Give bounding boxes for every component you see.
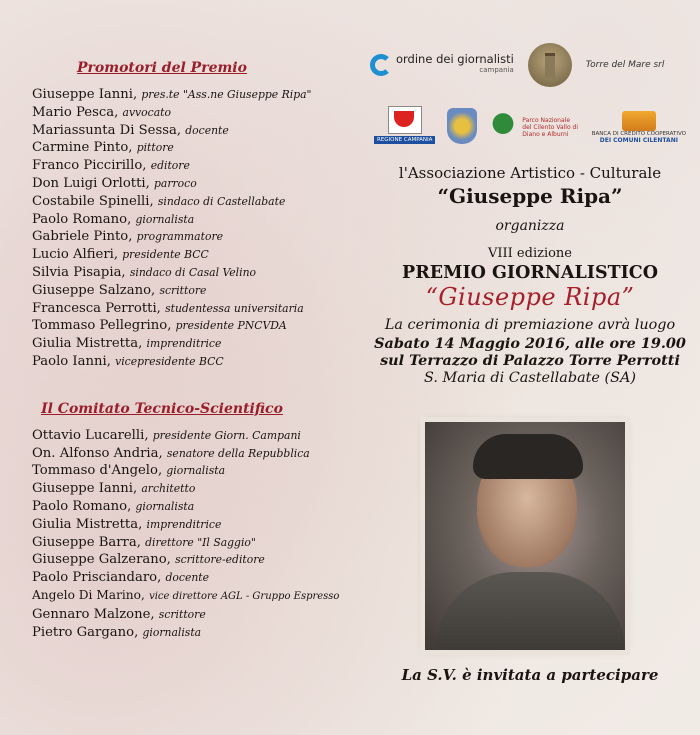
association-name: “Giuseppe Ripa” xyxy=(437,184,623,208)
comitato-list xyxy=(32,427,342,642)
ceremony-line: La cerimonia di premiazione avrà luogo xyxy=(384,317,676,333)
premio-name: “Giuseppe Ripa” xyxy=(425,283,635,311)
left-column xyxy=(32,60,342,641)
member-name: Giuseppe Galzerano, xyxy=(32,552,171,568)
list-item xyxy=(32,104,342,122)
list-item xyxy=(32,624,342,642)
member-role: studentessa universitaria xyxy=(165,301,304,315)
bcc-small-label: BANCA DI CREDITO COOPERATIVO xyxy=(591,131,686,137)
member-name: Paolo Romano, xyxy=(32,211,132,227)
member-name: Silvia Pisapia, xyxy=(32,264,126,280)
sponsor-logos-bottom xyxy=(370,102,690,144)
parco-plant-icon xyxy=(488,110,518,144)
regione-logo xyxy=(374,106,435,144)
edition-label: VIII edizione xyxy=(488,246,572,261)
member-role: docente xyxy=(185,123,229,137)
member-name: Carmine Pinto, xyxy=(32,140,133,156)
list-item xyxy=(32,335,342,353)
list-item xyxy=(32,122,342,140)
member-role: giornalista xyxy=(166,464,226,478)
list-item xyxy=(32,193,342,211)
premio-title: PREMIO GIORNALISTICO xyxy=(402,263,658,283)
association-line: l'Associazione Artistico - Culturale xyxy=(398,164,662,182)
list-item xyxy=(32,157,342,175)
comune-logo xyxy=(447,108,477,144)
regione-shield-icon xyxy=(388,106,422,134)
member-role: imprenditrice xyxy=(146,337,222,351)
odg-name: ordine dei giornalisti xyxy=(396,52,514,66)
list-item xyxy=(32,175,342,193)
member-role: programmatore xyxy=(136,230,223,244)
member-name: On. Alfonso Andria, xyxy=(32,445,163,461)
member-name: Giuseppe Ianni, xyxy=(32,481,138,497)
member-name: Giulia Mistretta, xyxy=(32,336,143,352)
bcc-logo xyxy=(592,111,686,144)
member-name: Gennaro Malzone, xyxy=(32,606,155,622)
member-name: Tommaso Pellegrino, xyxy=(32,318,172,334)
member-name: Paolo Romano, xyxy=(32,498,132,514)
list-item xyxy=(32,300,342,318)
member-name: Mariassunta Di Sessa, xyxy=(32,122,182,138)
coat-of-arms-icon xyxy=(447,108,477,144)
member-role: direttore "Il Saggio" xyxy=(145,535,256,549)
list-item xyxy=(32,516,342,534)
list-item xyxy=(32,264,342,282)
torre-logo-text: Torre del Mare srl xyxy=(585,60,665,70)
member-role: presidente BCC xyxy=(122,248,209,262)
member-name: Giuseppe Salzano, xyxy=(32,282,156,298)
list-item xyxy=(32,228,342,246)
regione-label: REGIONE CAMPANIA xyxy=(374,136,435,144)
member-role: giornalista xyxy=(135,499,195,513)
invitation-text: La S.V. è invitata a partecipare xyxy=(401,666,659,684)
member-name: Lucio Alfieri, xyxy=(32,247,119,263)
list-item xyxy=(32,551,342,569)
list-item xyxy=(32,498,342,516)
member-role: vicepresidente BCC xyxy=(115,354,224,368)
list-item xyxy=(32,587,342,606)
member-role: scrittore xyxy=(158,607,206,621)
member-name: Don Luigi Orlotti, xyxy=(32,175,150,191)
list-item xyxy=(32,606,342,624)
right-column xyxy=(370,40,690,387)
list-item xyxy=(32,462,342,480)
odg-logo xyxy=(370,54,514,76)
bcc-name: DEI COMUNI CILENTANI xyxy=(599,137,678,144)
ceremony-details xyxy=(370,317,690,387)
list-item xyxy=(32,569,342,587)
member-role: parroco xyxy=(154,176,197,190)
member-role: editore xyxy=(150,159,190,173)
list-item xyxy=(32,427,342,445)
member-name: Franco Piccirillo, xyxy=(32,158,147,174)
member-role: pres.te "Ass.ne Giuseppe Ripa" xyxy=(141,88,312,101)
promotori-title: Promotori del Premio xyxy=(77,60,247,76)
ceremony-date: Sabato 14 Maggio 2016, alle ore 19.00 xyxy=(374,334,686,352)
member-name: Francesca Perrotti, xyxy=(32,300,161,316)
ceremony-venue: sul Terrazzo di Palazzo Torre Perrotti xyxy=(380,352,680,369)
member-name: Gabriele Pinto, xyxy=(32,229,133,245)
list-item xyxy=(32,86,342,104)
member-name: Tommaso d'Angelo, xyxy=(32,463,163,479)
member-name: Ottavio Lucarelli, xyxy=(32,427,149,443)
member-role: docente xyxy=(165,571,210,585)
odg-region: campania xyxy=(479,66,514,74)
organizza-label: organizza xyxy=(495,218,565,234)
member-name: Paolo Prisciandaro, xyxy=(32,570,162,586)
list-item xyxy=(32,534,342,552)
member-role: vice direttore AGL - Gruppo Espresso xyxy=(149,590,340,602)
ceremony-location: S. Maria di Castellabate (SA) xyxy=(423,369,637,386)
member-role: presidente PNCVDA xyxy=(175,319,287,333)
list-item xyxy=(32,445,342,463)
member-role: pittore xyxy=(136,141,174,155)
member-role: sindaco di Castellabate xyxy=(157,194,286,208)
member-role: architetto xyxy=(141,482,196,496)
list-item xyxy=(32,139,342,157)
member-role: senatore della Repubblica xyxy=(166,446,310,460)
member-name: Mario Pesca, xyxy=(32,104,119,120)
bcc-building-icon xyxy=(622,111,656,131)
member-role: scrittore-editore xyxy=(175,553,265,567)
member-name: Angelo Di Marino, xyxy=(32,587,145,602)
list-item xyxy=(32,317,342,335)
parco-label: Parco Nazionale del Cilento Vallo di Diano e Alburni xyxy=(522,116,579,138)
member-role: imprenditrice xyxy=(146,517,222,531)
portrait-photo xyxy=(425,422,625,650)
member-role: scrittore xyxy=(159,283,207,297)
member-name: Pietro Gargano, xyxy=(32,624,139,640)
list-item xyxy=(32,480,342,498)
parco-logo xyxy=(488,110,580,144)
tower-icon xyxy=(528,43,572,87)
list-item xyxy=(32,353,342,371)
comitato-title: Il Comitato Tecnico-Scientifico xyxy=(41,400,283,417)
member-role: giornalista xyxy=(142,625,202,639)
member-role: avvocato xyxy=(122,105,171,119)
member-name: Costabile Spinelli, xyxy=(32,193,154,209)
member-name: Giuseppe Ianni, xyxy=(32,87,138,102)
member-role: sindaco di Casal Velino xyxy=(129,265,257,279)
list-item xyxy=(32,246,342,264)
list-item xyxy=(32,282,342,300)
list-item xyxy=(32,211,342,229)
promotori-list xyxy=(32,86,342,371)
odg-mark-icon xyxy=(370,54,392,76)
member-name: Giuseppe Barra, xyxy=(32,534,141,550)
member-name: Paolo Ianni, xyxy=(32,353,111,369)
member-role: giornalista xyxy=(135,212,195,226)
member-role: presidente Giorn. Campani xyxy=(152,428,301,442)
member-name: Giulia Mistretta, xyxy=(32,516,143,532)
sponsor-logos-top xyxy=(370,40,690,90)
